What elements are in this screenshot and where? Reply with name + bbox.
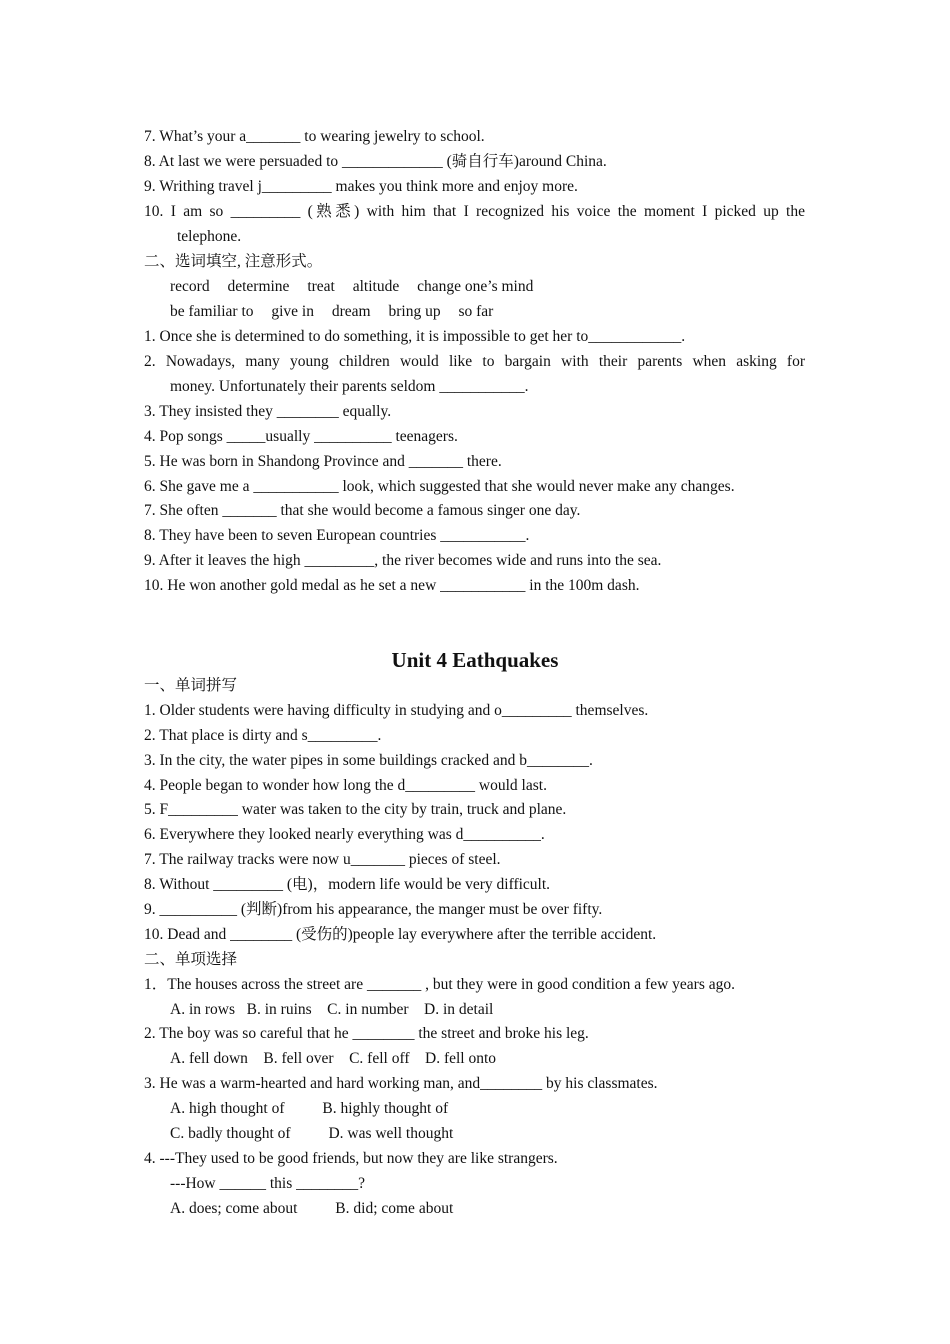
fill-question-7: 7. She often _______ that she would become a famous singer one day. bbox=[144, 502, 581, 519]
word-bank-item: so far bbox=[458, 303, 494, 320]
word-bank-item: record bbox=[170, 278, 210, 295]
choice-options-1 bbox=[170, 1000, 805, 1020]
spelling-question-9: 9. __________ (判断)from his appearance, the manger must be over fifty. bbox=[144, 901, 603, 918]
option: B. in ruins bbox=[246, 1001, 312, 1018]
word-bank-item: give in bbox=[271, 303, 314, 320]
option: A. in rows bbox=[170, 1001, 236, 1018]
fill-question-2-continued: money. Unfortunately their parents seldom ___________. bbox=[170, 378, 529, 395]
choice-question-1: 1．The houses across the street are _______ , but they were in good condition a few years ago. bbox=[144, 976, 735, 993]
section-heading-spelling: 一、单词拼写 bbox=[144, 677, 238, 694]
fill-question-2: 2. Nowadays, many young children would like to bargain with their parents when asking for bbox=[144, 353, 805, 370]
section-heading-multiple-choice: 二、单项选择 bbox=[144, 951, 238, 968]
fill-question-3: 3. They insisted they ________ equally. bbox=[144, 403, 392, 420]
word-bank-row-1 bbox=[170, 277, 805, 297]
spelling-question-5: 5. F_________ water was taken to the city by train, truck and plane. bbox=[144, 801, 567, 818]
choice-question-4-reply: ---How ______ this ________? bbox=[170, 1175, 366, 1192]
spelling-question-6: 6. Everywhere they looked nearly everything was d__________. bbox=[144, 826, 545, 843]
fill-question-9: 9. After it leaves the high _________, the river becomes wide and runs into the sea. bbox=[144, 552, 662, 569]
word-bank-item: altitude bbox=[352, 278, 400, 295]
option: B. highly thought of bbox=[322, 1100, 449, 1117]
choice-options-3-row-2 bbox=[170, 1124, 805, 1144]
question-10: 10. I am so _________ (熟悉) with him that I recognized his voice the moment I picked up the bbox=[144, 203, 805, 220]
option: A. fell down bbox=[170, 1050, 248, 1067]
choice-question-2: 2. The boy was so careful that he ________ the street and broke his leg. bbox=[144, 1025, 589, 1042]
fill-question-8: 8. They have been to seven European countries ___________. bbox=[144, 527, 530, 544]
option: C. in number bbox=[327, 1001, 409, 1018]
word-bank-item: dream bbox=[331, 303, 371, 320]
choice-question-4: 4. ---They used to be good friends, but now they are like strangers. bbox=[144, 1150, 558, 1167]
fill-question-4: 4. Pop songs _____usually __________ teenagers. bbox=[144, 428, 458, 445]
question-7: 7. What’s your a_______ to wearing jewelry to school. bbox=[144, 128, 485, 145]
word-bank-row-2 bbox=[170, 302, 805, 322]
choice-options-4 bbox=[170, 1199, 805, 1219]
spelling-question-10: 10. Dead and ________ (受伤的)people lay everywhere after the terrible accident. bbox=[144, 926, 657, 943]
option: D. fell onto bbox=[425, 1050, 497, 1067]
word-bank-item: change one’s mind bbox=[417, 278, 534, 295]
choice-question-3: 3. He was a warm-hearted and hard working man, and________ by his classmates. bbox=[144, 1075, 658, 1092]
spelling-question-2: 2. That place is dirty and s_________. bbox=[144, 727, 382, 744]
option: C. fell off bbox=[349, 1050, 410, 1067]
spelling-question-8: 8. Without _________ (电)，modern life would be very difficult. bbox=[144, 876, 551, 893]
fill-question-6: 6. She gave me a ___________ look, which suggested that she would never make any changes. bbox=[144, 478, 735, 495]
section-heading-fill-in: 二、选词填空, 注意形式。 bbox=[144, 253, 323, 270]
option: A. does; come about bbox=[170, 1200, 298, 1217]
question-8: 8. At last we were persuaded to _____________ (骑自行车)around China. bbox=[144, 153, 607, 170]
word-bank-item: treat bbox=[307, 278, 335, 295]
spelling-question-7: 7. The railway tracks were now u_______ pieces of steel. bbox=[144, 851, 501, 868]
fill-question-5: 5. He was born in Shandong Province and _______ there. bbox=[144, 453, 502, 470]
option: C. badly thought of bbox=[170, 1125, 291, 1142]
fill-question-1: 1. Once she is determined to do something, it is impossible to get her to____________. bbox=[144, 328, 686, 345]
choice-options-2 bbox=[170, 1049, 805, 1069]
option: D. in detail bbox=[424, 1001, 494, 1018]
choice-options-3-row-1 bbox=[170, 1099, 805, 1119]
spelling-question-4: 4. People began to wonder how long the d_________ would last. bbox=[144, 777, 547, 794]
unit-title: Unit 4 Eathquakes bbox=[391, 648, 559, 672]
spelling-question-1: 1. Older students were having difficulty in studying and o_________ themselves. bbox=[144, 702, 649, 719]
question-9: 9. Writhing travel j_________ makes you think more and enjoy more. bbox=[144, 178, 578, 195]
question-10-continued: telephone. bbox=[177, 228, 242, 245]
option: A. high thought of bbox=[170, 1100, 285, 1117]
word-bank-item: bring up bbox=[388, 303, 441, 320]
word-bank-item: determine bbox=[227, 278, 290, 295]
fill-question-10: 10. He won another gold medal as he set a new ___________ in the 100m dash. bbox=[144, 577, 640, 594]
option: D. was well thought bbox=[328, 1125, 454, 1142]
option: B. fell over bbox=[263, 1050, 334, 1067]
word-bank-item: be familiar to bbox=[170, 303, 254, 320]
option: B. did; come about bbox=[335, 1200, 454, 1217]
spelling-question-3: 3. In the city, the water pipes in some buildings cracked and b________. bbox=[144, 752, 593, 769]
